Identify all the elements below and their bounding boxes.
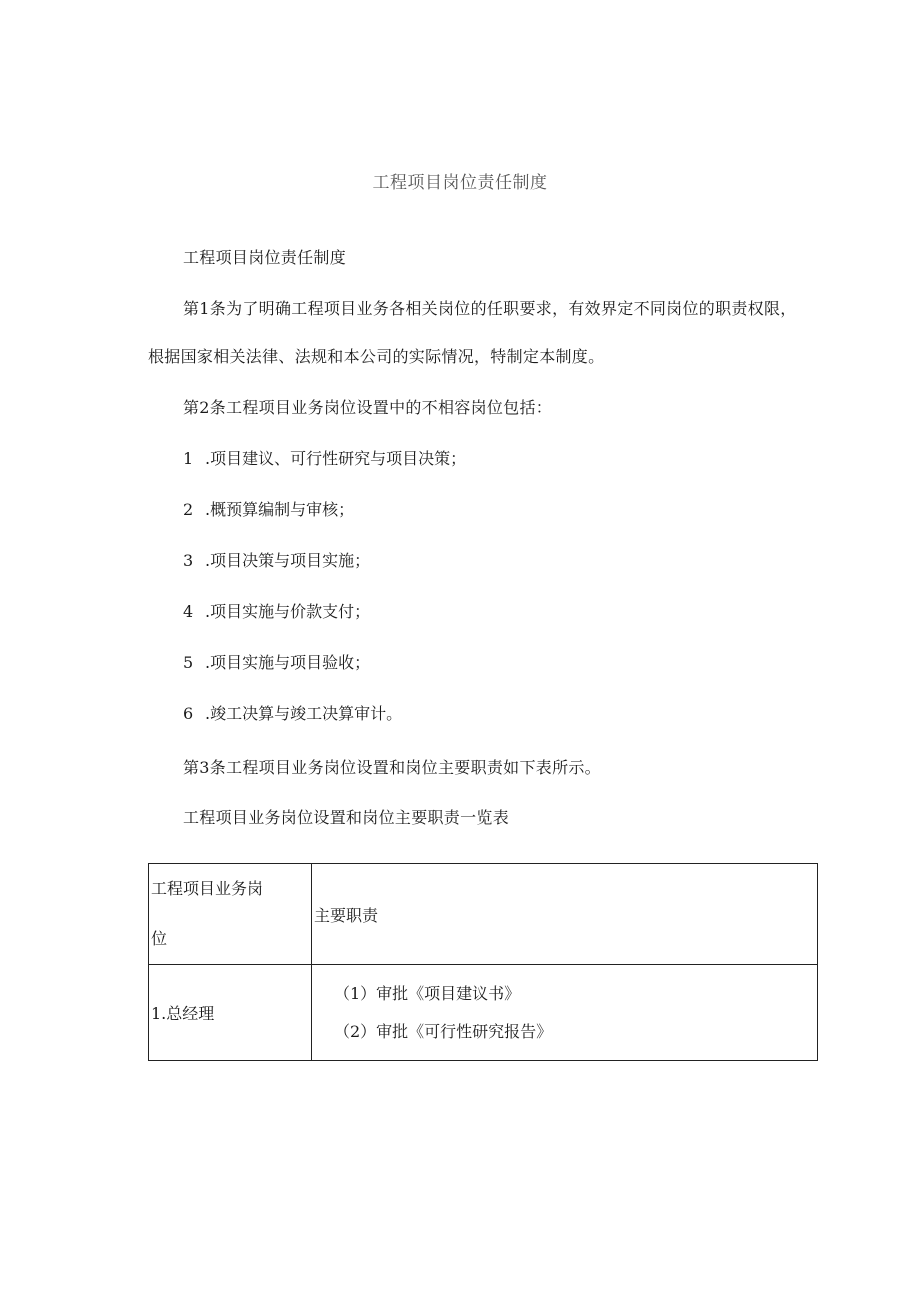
list-item-5	[183, 652, 370, 674]
header-position-line-2: 位	[151, 929, 168, 948]
list-item-2	[183, 499, 354, 521]
list-text: .项目实施与价款支付；	[205, 602, 371, 621]
list-text: .项目实施与项目验收；	[205, 653, 371, 672]
table-header-row	[149, 864, 818, 965]
list-number: 1	[183, 449, 194, 468]
position-cell: 1.总经理	[149, 965, 312, 1061]
duty-line-2: （2）审批《可行性研究报告》	[334, 1021, 553, 1041]
list-item-4	[183, 601, 370, 623]
list-item-3	[183, 550, 370, 572]
list-text: .概预算编制与审核；	[205, 500, 355, 519]
list-item-6	[183, 703, 402, 725]
article-3: 第3条工程项目业务岗位设置和岗位主要职责如下表所示。	[183, 758, 601, 777]
list-number: 5	[183, 653, 194, 672]
list-number: 2	[183, 500, 194, 519]
list-item-1	[183, 448, 466, 470]
article-1-line-1: 第1条为了明确工程项目业务各相关岗位的任职要求，有效界定不同岗位的职责权限，	[183, 299, 797, 318]
table-row	[149, 965, 818, 1061]
list-text: .竣工决算与竣工决算审计。	[205, 704, 403, 723]
header-position-line-1: 工程项目业务岗	[151, 879, 264, 898]
list-number: 4	[183, 602, 194, 621]
duty-table	[148, 863, 818, 1061]
list-number: 3	[183, 551, 194, 570]
list-text: .项目建议、可行性研究与项目决策；	[205, 449, 467, 468]
header-position-cell	[149, 864, 312, 965]
article-1-line-2: 根据国家相关法律、法规和本公司的实际情况，特制定本制度。	[148, 347, 605, 366]
list-text: .项目决策与项目实施；	[205, 551, 371, 570]
list-number: 6	[183, 704, 194, 723]
duty-line-1: （1）审批《项目建议书》	[334, 983, 521, 1003]
subheading: 工程项目岗位责任制度	[183, 248, 347, 267]
table-caption: 工程项目业务岗位设置和岗位主要职责一览表	[183, 808, 510, 827]
duty-cell	[312, 965, 818, 1061]
article-2: 第2条工程项目业务岗位设置中的不相容岗位包括：	[183, 398, 553, 417]
header-duty-cell: 主要职责	[312, 864, 818, 965]
document-title: 工程项目岗位责任制度	[372, 173, 548, 193]
